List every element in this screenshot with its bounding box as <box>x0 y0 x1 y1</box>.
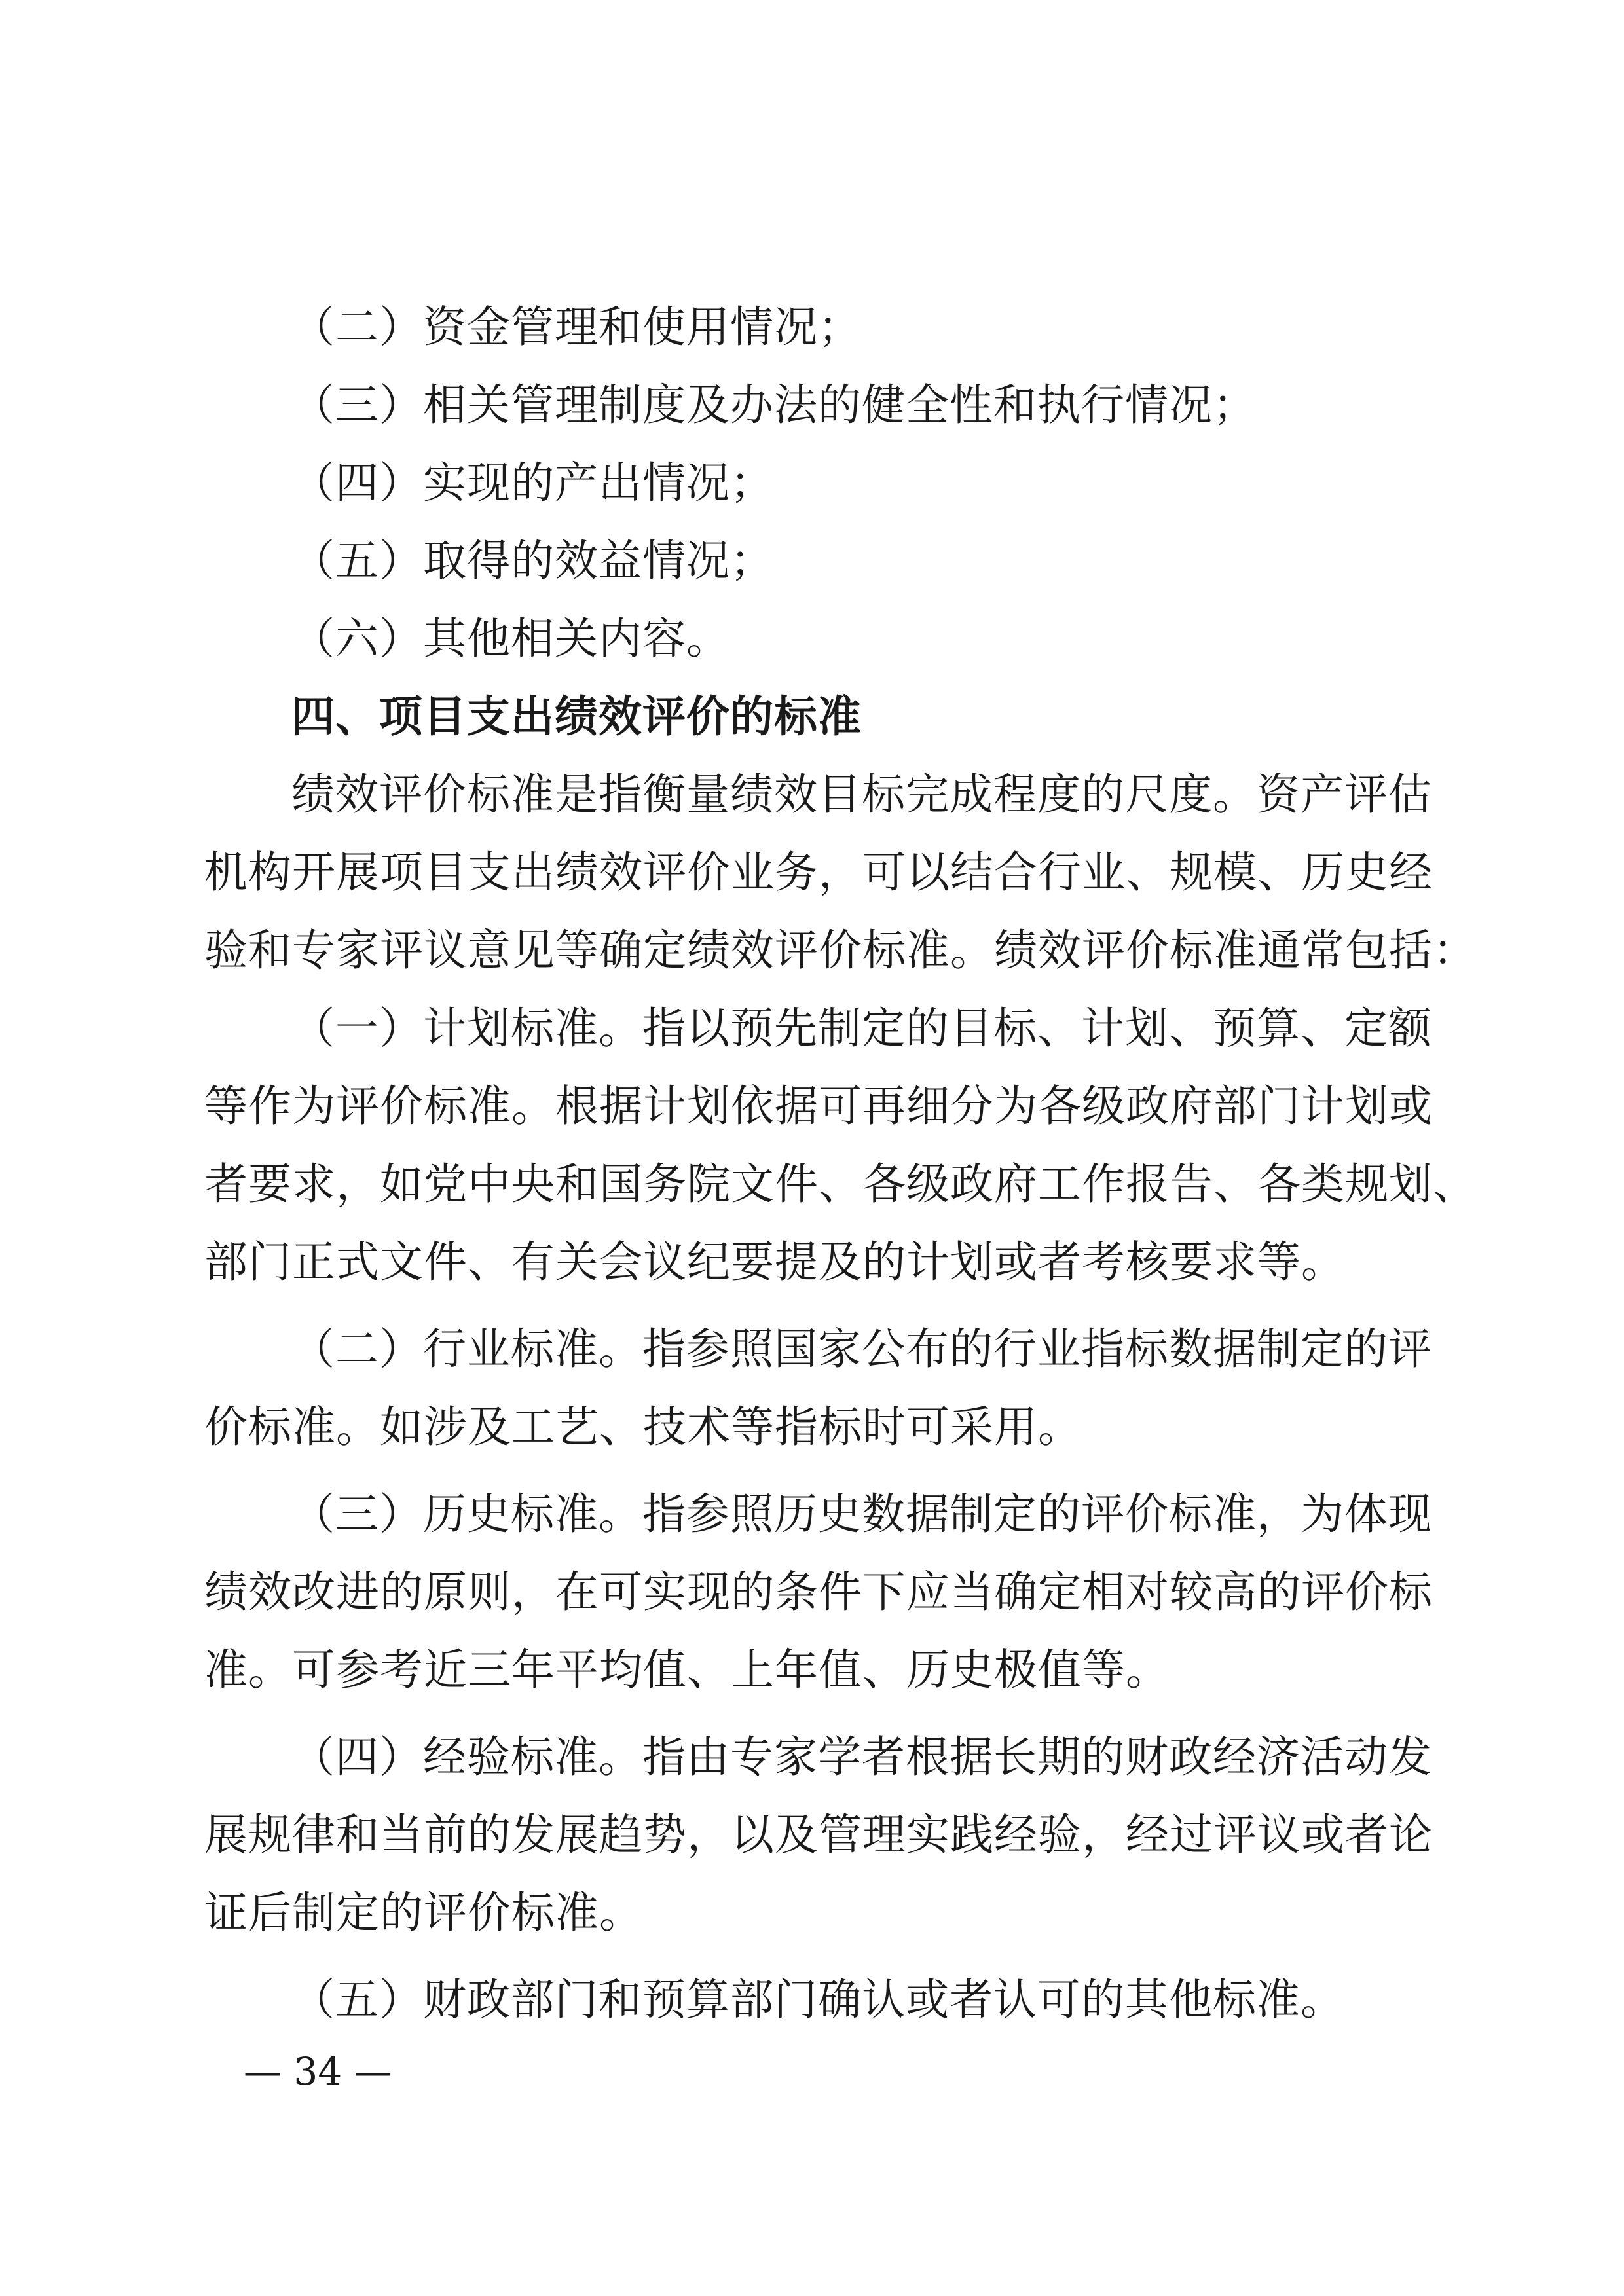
list-top <box>204 288 1429 678</box>
paragraph-line: （四）经验标准。指由专家学者根据长期的财政经济活动发 <box>291 1732 1432 1782</box>
paragraph-line: 展规律和当前的发展趋势，以及管理实践经验，经过评议或者论 <box>204 1810 1433 1860</box>
paragraph-other-standard <box>204 1961 1429 2039</box>
section-heading: 四、项目支出绩效评价的标准 <box>291 691 862 742</box>
paragraph-experience-standard <box>204 1718 1433 1952</box>
paragraph-line: （五）财政部门和预算部门确认或者认可的其他标准。 <box>291 1975 1344 2025</box>
paragraph-line: （二）行业标准。指参照国家公布的行业指标数据制定的评 <box>291 1324 1432 1374</box>
paragraph-history-standard <box>204 1475 1433 1709</box>
paragraph-intro <box>204 756 1477 989</box>
paragraph-line: 者要求，如党中央和国务院文件、各级政府工作报告、各类规划、 <box>204 1159 1477 1209</box>
page-content <box>204 288 1477 2039</box>
list-item: （五）取得的效益情况； <box>291 536 774 586</box>
list-item: （二）资金管理和使用情况； <box>291 302 862 352</box>
paragraph-line: 等作为评价标准。根据计划依据可再细分为各级政府部门计划或 <box>204 1081 1433 1131</box>
paragraph-line: 价标准。如涉及工艺、技术等指标时可采用。 <box>204 1402 1082 1452</box>
paragraph-line: 绩效评价标准是指衡量绩效目标完成程度的尺度。资产评估 <box>291 769 1432 820</box>
list-item: （三）相关管理制度及办法的健全性和执行情况； <box>291 380 1257 430</box>
paragraph-line: （三）历史标准。指参照历史数据制定的评价标准，为体现 <box>291 1489 1432 1539</box>
list-item: （四）实现的产出情况； <box>291 458 774 508</box>
paragraph-line: 机构开展项目支出绩效评价业务，可以结合行业、规模、历史经 <box>204 847 1433 898</box>
paragraph-line: （一）计划标准。指以预先制定的目标、计划、预算、定额 <box>291 1003 1432 1053</box>
paragraph-industry-standard <box>204 1310 1432 1466</box>
paragraph-line: 证后制定的评价标准。 <box>204 1887 643 1938</box>
list-item: （六）其他相关内容。 <box>291 613 730 664</box>
paragraph-plan-standard <box>204 989 1477 1301</box>
paragraph-line: 绩效改进的原则，在可实现的条件下应当确定相对较高的评价标 <box>204 1567 1433 1617</box>
paragraph-line: 验和专家评议意见等确定绩效评价标准。绩效评价标准通常包括： <box>204 925 1477 975</box>
paragraph-line: 准。可参考近三年平均值、上年值、历史极值等。 <box>204 1645 1170 1695</box>
paragraph-line: 部门正式文件、有关会议纪要提及的计划或者考核要求等。 <box>204 1237 1345 1287</box>
page-number: — 34 — <box>244 2049 392 2094</box>
